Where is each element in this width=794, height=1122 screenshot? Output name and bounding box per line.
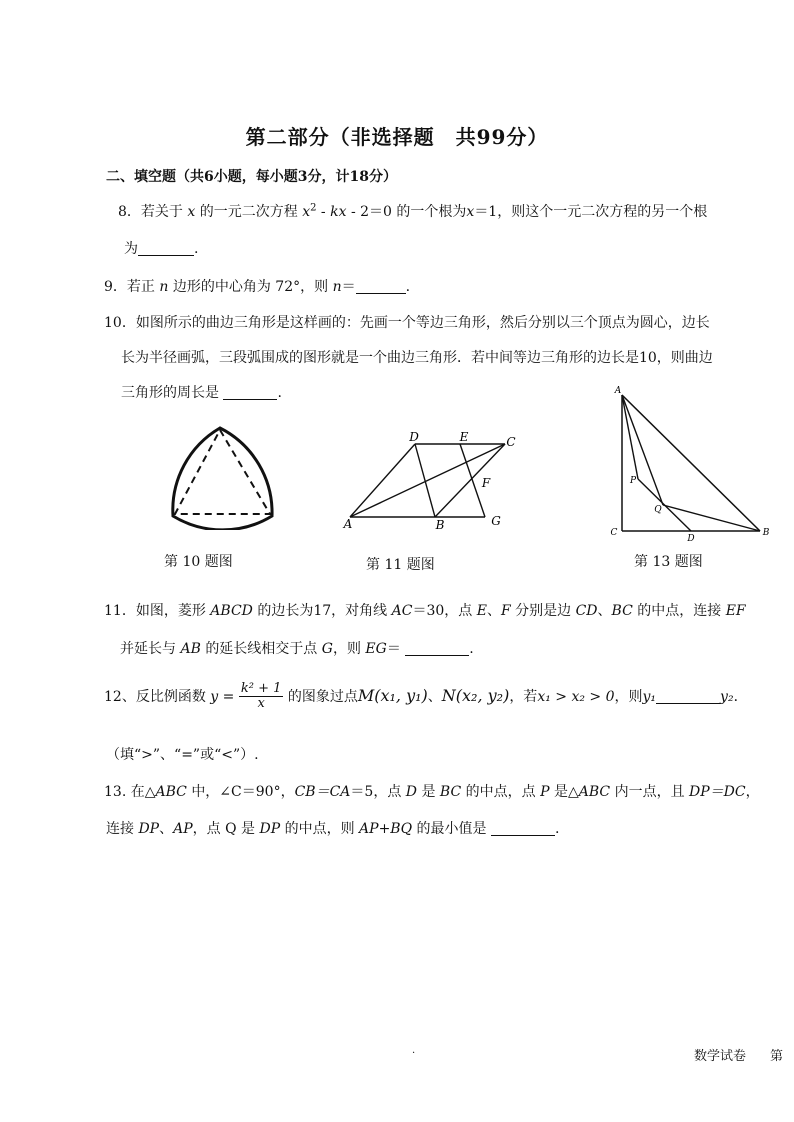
fig13-label-P: P (629, 476, 637, 486)
figure-10-curved-triangle (160, 420, 290, 530)
question-8-line-2: 为 . (124, 241, 199, 257)
answer-blank-12[interactable] (656, 689, 720, 704)
fig11-label-A: A (343, 517, 353, 530)
fig11-label-E: E (459, 430, 469, 444)
fig13-label-D: D (687, 534, 695, 543)
scan-dot: . (412, 1045, 416, 1056)
question-12-line-1: 12、反比例函数 y = $\frac{\text{k² + 1}}{x}$ 的图象过点M(x₁, y₁)、N(x₂, y₂)，若x₁ > x₂ > 0，则y₁ y₂． (104, 681, 748, 712)
answer-blank-13[interactable] (491, 821, 555, 836)
fig11-label-C: C (506, 435, 516, 449)
figure-11-rhombus (340, 430, 530, 530)
question-11-line-1: 11．如图，菱形 ABCD 的边长为17，对角线 AC＝30，点 E、F 分别是边 CD、BC 的中点，连接 EF (104, 603, 746, 619)
footer-page: 第 (770, 1049, 784, 1064)
figure-13-right-triangle (605, 383, 775, 543)
fig11-label-B: B (435, 518, 445, 530)
answer-blank-9[interactable] (356, 279, 406, 294)
question-10-line-3: 三角形的周长是 . (121, 385, 282, 401)
section-heading: 二、填空题（共6小题，每小题3分，计18分） (106, 169, 397, 185)
figure-13-caption: 第 13 题图 (634, 554, 703, 570)
answer-blank-10[interactable] (223, 385, 277, 400)
figure-10-caption: 第 10 题图 (164, 554, 233, 570)
fig11-label-F: F (481, 476, 491, 490)
answer-blank-8[interactable] (138, 241, 194, 256)
figure-11-caption: 第 11 题图 (366, 557, 435, 573)
fraction: $\frac{\text{k² + 1}}{x}$ (240, 681, 282, 712)
question-12-line-2: （填“>”、“=”或“<”）. (106, 747, 259, 763)
page-title: 第二部分（非选择题 共99分） (245, 125, 549, 149)
fig13-label-Q: Q (654, 505, 662, 515)
question-13-line-2: 连接 DP、AP，点 Q 是 DP 的中点，则 AP+BQ 的最小值是 . (106, 821, 560, 837)
question-10-line-2: 长为半径画弧，三段弧围成的图形就是一个曲边三角形．若中间等边三角形的边长是10，则曲边 (121, 350, 713, 366)
fig13-label-C: C (610, 528, 618, 538)
fig11-label-G: G (491, 514, 501, 528)
question-13-line-1: 13. 在△ABC 中，∠C＝90°，CB＝CA＝5，点 D 是 BC 的中点，点 P 是△ABC 内一点，且 DP＝DC， (104, 784, 760, 800)
fig13-label-A: A (614, 386, 622, 396)
question-10-line-1: 10．如图所示的曲边三角形是这样画的：先画一个等边三角形，然后分别以三个顶点为圆心，边长 (104, 315, 710, 331)
question-8-line-1: 8．若关于 x 的一元二次方程 $x^2$ - kx - 2＝0 的一个根为x＝1，则这个一元二次方程的另一个根 (118, 202, 708, 220)
question-9: 9．若正 n 边形的中心角为 72°，则 n＝ . (104, 279, 411, 295)
fig13-label-B: B (762, 528, 770, 538)
footer-subject: 数学试卷 (694, 1049, 747, 1064)
fig11-label-D: D (409, 430, 419, 444)
answer-blank-11[interactable] (405, 641, 469, 656)
question-11-line-2: 并延长与 AB 的延长线相交于点 G，则 EG＝ . (120, 641, 474, 657)
